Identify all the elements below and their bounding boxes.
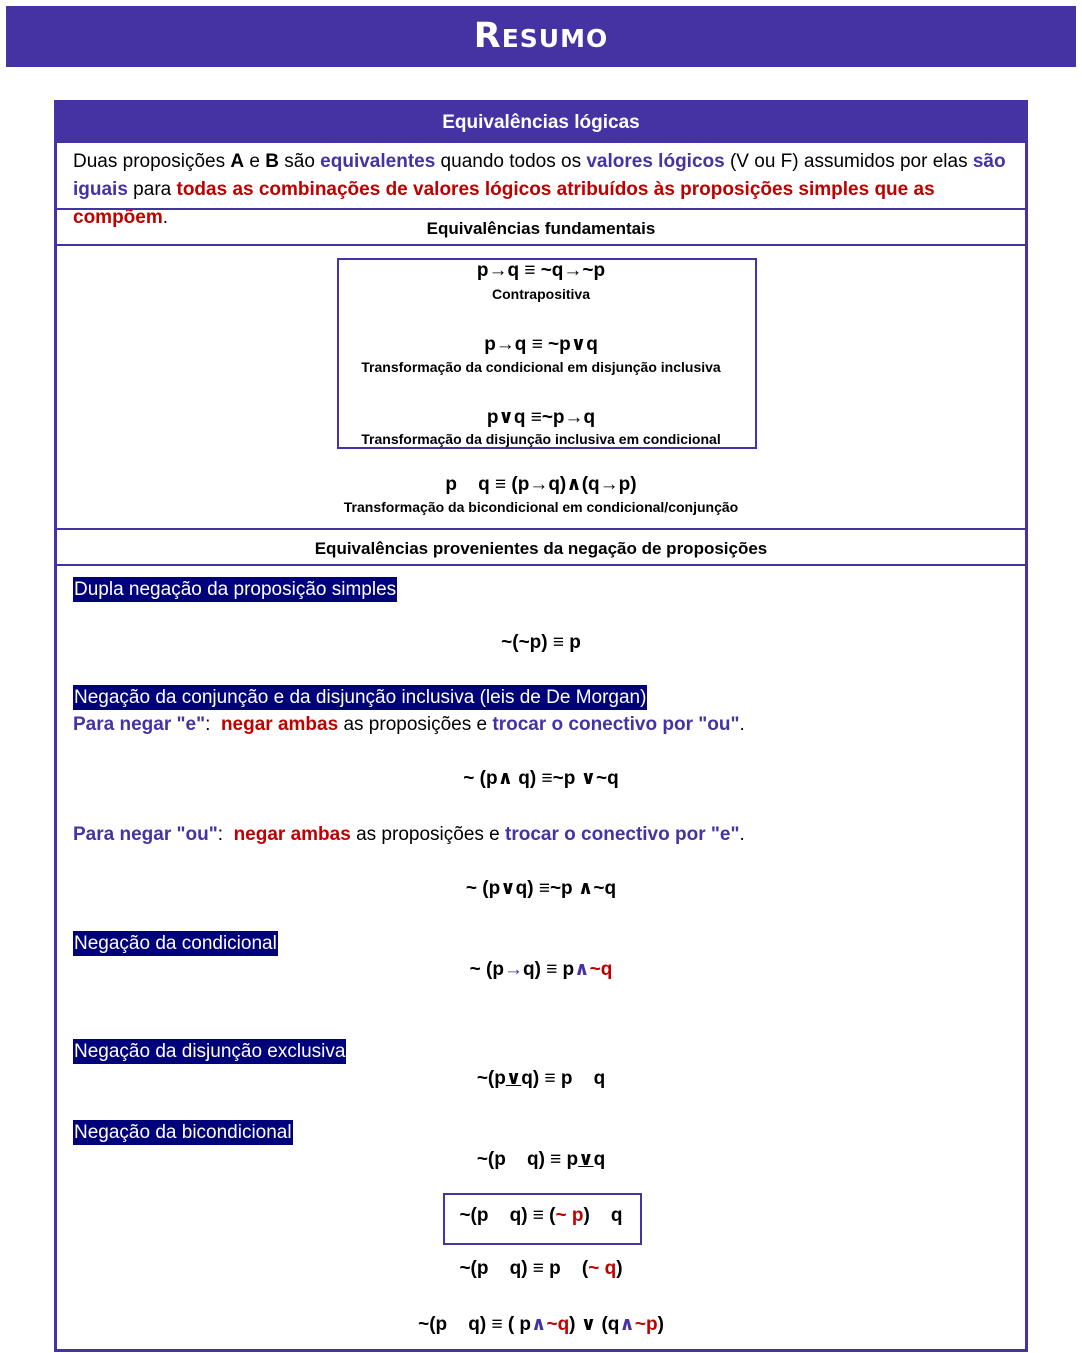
not-p: ~ p [555, 1205, 584, 1226]
summary-frame [54, 100, 1028, 1352]
formula-bicondicional-2 [57, 1205, 1025, 1227]
caption-condicional-disjuncao: Transformação da condicional em disjunção inclusiva [361, 359, 721, 375]
caption-contrapositiva: Contrapositiva [491, 286, 590, 302]
intro-text: . [162, 207, 169, 228]
intro-text: (V ou F) assumidos por elas [724, 151, 973, 172]
rule-trocar: trocar o conectivo por "ou" [492, 714, 740, 735]
rule-negar-ou [73, 822, 745, 848]
and-symbol: ∧ [619, 1314, 635, 1335]
formula-dupla-negacao: ~(~p) ≡ p [501, 632, 581, 653]
xor-symbol: ∨ [505, 1068, 522, 1089]
arrow-symbol: → [503, 959, 523, 980]
rule-text: . [739, 714, 745, 735]
formula-part: ~(p q) ≡ p [476, 1149, 579, 1170]
fundamentais-heading: Equivalências fundamentais [57, 208, 1025, 246]
and-symbol: ∧ [574, 959, 590, 980]
rule-negar-e [73, 712, 745, 738]
intro-text: quando todos os [435, 151, 587, 172]
formula-bicondicional-1 [57, 1148, 1025, 1171]
formula-negacao-conjuncao: ~ (p∧ q) ≡~p ∨~q [463, 768, 619, 789]
not-q: ~q [546, 1314, 570, 1335]
rule-negar-ambas: negar ambas [233, 824, 351, 845]
intro-a: A [230, 151, 245, 172]
rule-text: Para negar "e" [73, 714, 206, 735]
intro-b: B [265, 151, 279, 172]
intro-text: são [278, 151, 321, 172]
rule-trocar: trocar o conectivo por "e" [505, 824, 740, 845]
label-dupla-negacao: Dupla negação da proposição simples [74, 579, 397, 600]
formula-part: ) [657, 1314, 664, 1335]
rule-text: . [739, 824, 745, 845]
formula-bicondicional-4 [57, 1313, 1025, 1336]
negacao-heading: Equivalências provenientes da negação de proposições [57, 528, 1025, 566]
formula-bicondicional-3 [57, 1258, 1025, 1280]
label-disjuncao-exclusiva: Negação da disjunção exclusiva [74, 1041, 346, 1062]
formula-part: ~(p q) ≡ ( [459, 1205, 556, 1226]
caption-disjuncao-condicional: Transformação da disjunção inclusiva em condicional [361, 431, 721, 447]
rule-text: : [217, 824, 234, 845]
label-de-morgan: Negação da conjunção e da disjunção inclusiva (leis de De Morgan) [74, 687, 647, 708]
and-symbol: ∧ [531, 1314, 547, 1335]
formula-negacao-condicional [57, 958, 1025, 981]
rule-text: as proposições e [338, 714, 493, 735]
rule-text: Para negar "ou" [73, 824, 218, 845]
caption-bicondicional: Transformação da bicondicional em condicional/conjunção [343, 499, 739, 515]
formula-part: ) [616, 1258, 623, 1279]
formula-part: ~(p q) ≡ ( p [418, 1314, 532, 1335]
rule-negar-ambas: negar ambas [220, 714, 339, 735]
intro-iguais: são iguais [73, 151, 1006, 200]
formula-negacao-disjuncao: ~ (p∨q) ≡~p ∧~q [465, 878, 617, 899]
main-title: Equivalências lógicas [57, 103, 1025, 143]
intro-valores: valores lógicos [586, 151, 725, 172]
formula-part: q) ≡ p q [521, 1068, 606, 1089]
page-banner [6, 6, 1076, 67]
rule-text: as proposições e [350, 824, 506, 845]
formula-part: q [593, 1149, 606, 1170]
not-q: ~ q [588, 1258, 617, 1279]
label-negacao-condicional: Negação da condicional [74, 933, 277, 954]
formula-part: ~ (p [469, 959, 504, 980]
intro-todas: todas as combinações de valores lógicos atribuídos às proposições simples que as compõem [73, 179, 935, 228]
rule-text: : [205, 714, 221, 735]
formula-condicional-disjuncao: p→q ≡ ~p∨q [484, 334, 598, 355]
formula-part: ) ∨ (q [569, 1314, 620, 1335]
formula-disjuncao-condicional: p∨q ≡~p→q [486, 407, 596, 428]
intro-text: Duas proposições [73, 151, 231, 172]
label-negacao-bicondicional: Negação da bicondicional [74, 1122, 292, 1143]
formula-part: ) q [583, 1205, 623, 1226]
not-p: ~p [634, 1314, 658, 1335]
intro-text: para [127, 179, 177, 200]
not-q: ~q [589, 959, 613, 980]
formula-part: ~(p q) ≡ p ( [459, 1258, 589, 1279]
formula-bicondicional: p q ≡ (p→q)∧(q→p) [445, 474, 637, 495]
page-title: Resumo [473, 16, 609, 56]
formula-part: ~(p [476, 1068, 506, 1089]
formula-part: q) ≡ p [522, 959, 575, 980]
xor-symbol: ∨ [578, 1149, 594, 1170]
formula-negacao-exclusiva [57, 1067, 1025, 1090]
formula-contrapositiva: p→q ≡ ~q→~p [476, 260, 606, 281]
intro-text: e [244, 151, 266, 172]
intro-equivalentes: equivalentes [320, 151, 436, 172]
